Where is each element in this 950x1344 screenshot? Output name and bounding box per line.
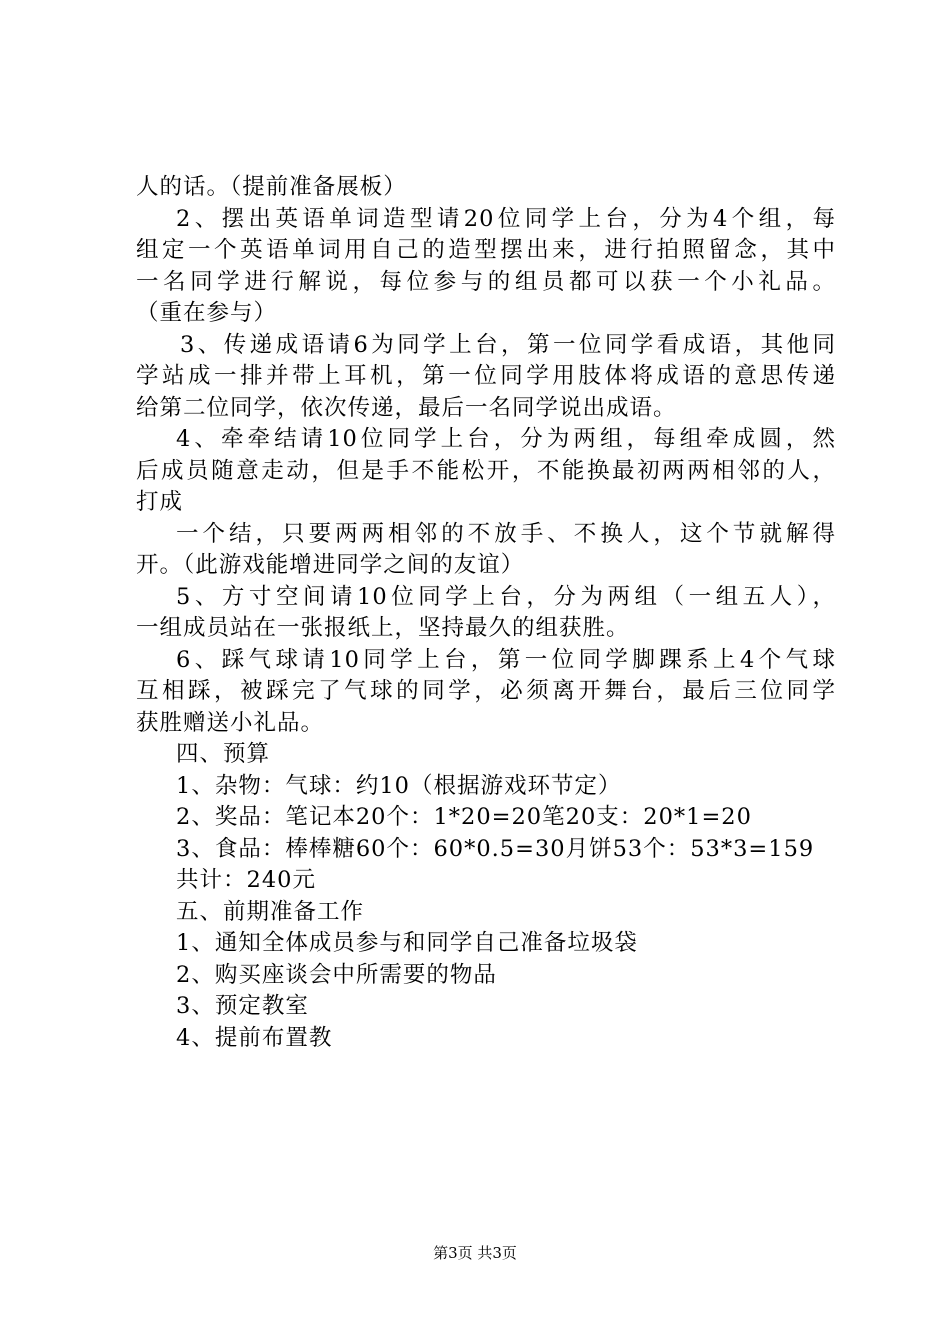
- section-heading: 五、前期准备工作: [176, 898, 365, 925]
- text-line: 1、通知全体成员参与和同学自己准备垃圾袋: [176, 930, 638, 956]
- document-body: [136, 172, 836, 1054]
- section-heading: 四、预算: [176, 741, 271, 767]
- text-line: 4、提前布置教: [176, 1024, 333, 1051]
- text-line: 打成: [136, 489, 184, 515]
- text-line: 1、杂物：气球：约10（根据游戏环节定）: [176, 772, 622, 799]
- text-line: 3、传递成语请6为同学上台，第一位同学看成语，其他同: [180, 331, 836, 358]
- text-line: 6、踩气球请10同学上台，第一位同学脚踝系上4个气球: [176, 646, 836, 673]
- text-line: 后成员随意走动，但是手不能松开，不能换最初两两相邻的人，: [136, 457, 836, 484]
- text-line: 一组成员站在一张报纸上，坚持最久的组获胜。: [136, 615, 630, 641]
- text-line: 开。（此游戏能增进同学之间的友谊）: [136, 552, 525, 578]
- text-line: 3、预定教室: [176, 993, 309, 1019]
- text-line: 2、购买座谈会中所需要的物品: [176, 961, 497, 988]
- text-line: 组定一个英语单词用自己的造型摆出来，进行拍照留念，其中: [136, 237, 836, 263]
- text-line: 3、食品：棒棒糖60个：60*0.5=30月饼53个：53*3=159: [176, 835, 815, 862]
- text-line: （重在参与）: [136, 300, 278, 326]
- text-line: 2、奖品：笔记本20个：1*20=20笔20支：20*1=20: [176, 804, 752, 830]
- text-line: 给第二位同学，依次传递，最后一名同学说出成语。: [136, 394, 677, 421]
- page-footer: 第3页 共3页: [433, 1244, 517, 1262]
- text-line: 4、牵牵结请10位同学上台，分为两组，每组牵成圆，然: [176, 426, 836, 452]
- text-line: 一个结，只要两两相邻的不放手、不换人，这个节就解得: [176, 520, 836, 547]
- text-line: 5、方寸空间请10位同学上台，分为两组（一组五人），: [176, 583, 836, 610]
- text-line: 互相踩，被踩完了气球的同学，必须离开舞台，最后三位同学: [136, 678, 836, 704]
- text-line: 2、摆出英语单词造型请20位同学上台，分为4个组，每: [176, 205, 836, 232]
- text-line: 学站成一排并带上耳机，第一位同学用肢体将成语的意思传递: [136, 363, 836, 389]
- text-line: 人的话。（提前准备展板）: [136, 174, 407, 200]
- text-line: 一名同学进行解说，每位参与的组员都可以获一个小礼品。: [136, 268, 836, 295]
- text-line: 获胜赠送小礼品。: [136, 709, 325, 736]
- text-line: 共计：240元: [176, 867, 316, 893]
